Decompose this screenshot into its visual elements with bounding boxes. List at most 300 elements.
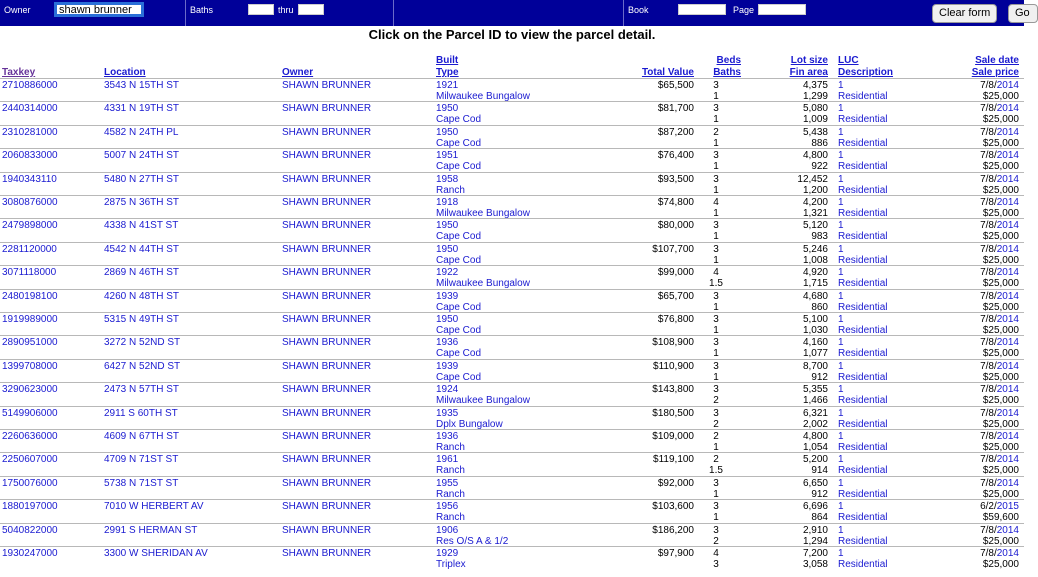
luc-code: 1 <box>838 290 844 302</box>
table-row <box>0 242 1024 266</box>
lot-size: 4,680 <box>802 290 828 302</box>
sale-year-link[interactable]: 2014 <box>996 524 1019 536</box>
total-value-column-header[interactable]: Total Value <box>641 67 694 78</box>
sale-date <box>900 314 1019 325</box>
taxkey-link[interactable]: 5040822000 <box>2 524 58 536</box>
luc-description: Residential <box>838 254 888 266</box>
sale-date-daymonth: 7/8/ <box>980 477 997 489</box>
lot-size: 4,200 <box>802 197 828 208</box>
luc-description: Residential <box>838 91 888 102</box>
owner-link[interactable]: SHAWN BRUNNER <box>282 103 372 115</box>
fin-area: 1,008 <box>802 254 828 266</box>
beds-count: 3 <box>713 501 719 513</box>
beds-count: 3 <box>713 290 719 302</box>
location-link[interactable]: 5007 N 24TH ST <box>104 150 180 162</box>
lot-size: 5,080 <box>802 103 828 115</box>
taxkey-link[interactable]: 1880197000 <box>2 501 58 513</box>
baths-count: 2 <box>713 418 719 430</box>
location-link[interactable]: 2991 S HERMAN ST <box>104 524 198 536</box>
sale-date <box>900 384 1019 395</box>
sale-year-link[interactable]: 2014 <box>996 407 1019 419</box>
location-link[interactable]: 4542 N 44TH ST <box>104 243 180 255</box>
sale-date <box>900 454 1019 465</box>
sale-price: $25,000 <box>982 418 1019 430</box>
building-type: Cape Cod <box>436 371 482 383</box>
beds-count: 3 <box>713 103 719 115</box>
table-row <box>0 499 1024 523</box>
table-row <box>0 312 1024 336</box>
beds-count: 3 <box>713 337 719 349</box>
luc-description: Residential <box>838 161 888 173</box>
sale-year-link[interactable]: 2014 <box>996 197 1019 208</box>
luc-code: 1 <box>838 524 844 536</box>
taxkey-link[interactable]: 2479898000 <box>2 220 58 232</box>
lot-size: 2,910 <box>802 524 828 536</box>
luc-description: Residential <box>838 512 888 524</box>
baths-count: 1 <box>713 137 719 149</box>
lot-size: 4,800 <box>802 431 828 442</box>
table-row <box>0 148 1024 172</box>
sale-date <box>900 127 1019 138</box>
fin-area: 1,294 <box>802 535 828 547</box>
taxkey-link[interactable]: 2480198100 <box>2 290 58 302</box>
luc-code: 1 <box>838 220 844 232</box>
table-row <box>0 429 1024 453</box>
fin-area: 922 <box>811 161 828 173</box>
total-value: $80,000 <box>657 220 694 232</box>
taxkey-link[interactable]: 5149906000 <box>2 407 58 419</box>
taxkey-link[interactable]: 2440314000 <box>2 103 58 115</box>
sale-price: $25,000 <box>982 231 1019 243</box>
fin-area: 1,715 <box>802 278 828 290</box>
sale-date <box>900 150 1019 161</box>
owner-link[interactable]: SHAWN BRUNNER <box>282 501 372 513</box>
building-type: Ranch <box>436 465 465 477</box>
sale-year-link[interactable]: 2014 <box>996 431 1019 442</box>
page-input[interactable] <box>758 4 806 15</box>
sale-date <box>900 337 1019 348</box>
building-type: Cape Cod <box>436 231 482 243</box>
sale-date <box>900 361 1019 372</box>
luc-code: 1 <box>838 454 844 466</box>
location-link[interactable]: 7010 W HERBERT AV <box>104 501 204 513</box>
baths-count: 1 <box>713 442 719 453</box>
built-year: 1951 <box>436 150 459 162</box>
lot-size-column-header[interactable]: Lot size <box>790 55 828 66</box>
total-value: $108,900 <box>652 337 694 349</box>
sale-date-daymonth: 7/8/ <box>980 197 997 208</box>
luc-code: 1 <box>838 477 844 489</box>
luc-description: Residential <box>838 418 888 430</box>
building-type: Milwaukee Bungalow <box>436 395 530 407</box>
baths-from-input[interactable] <box>248 4 274 15</box>
baths-count: 1 <box>713 325 719 336</box>
sale-date-daymonth: 7/8/ <box>980 337 997 349</box>
sale-date-daymonth: 7/8/ <box>980 548 997 559</box>
sale-price: $25,000 <box>982 371 1019 383</box>
sale-year-link[interactable]: 2014 <box>996 290 1019 302</box>
location-link[interactable]: 5315 N 49TH ST <box>104 314 180 325</box>
owner-label: Owner <box>4 5 31 15</box>
baths-thru-input[interactable] <box>298 4 324 15</box>
sale-date-daymonth: 7/8/ <box>980 220 997 232</box>
taxkey-link[interactable]: 3080876000 <box>2 197 58 208</box>
beds-count: 2 <box>713 431 719 442</box>
baths-count: 1 <box>713 371 719 383</box>
sale-date <box>900 80 1019 91</box>
sale-date <box>900 174 1019 185</box>
table-row <box>0 101 1024 125</box>
table-row <box>0 289 1024 313</box>
luc-description: Residential <box>838 208 888 219</box>
luc-code: 1 <box>838 407 844 419</box>
sale-year-link[interactable]: 2014 <box>996 103 1019 115</box>
fin-area: 914 <box>811 465 828 477</box>
built-year: 1935 <box>436 407 459 419</box>
beds-column-header[interactable]: Beds <box>716 55 741 66</box>
sale-year-link[interactable]: 2014 <box>996 477 1019 489</box>
fin-area: 1,299 <box>802 91 828 102</box>
luc-description: Residential <box>838 301 888 313</box>
beds-count: 3 <box>713 314 719 325</box>
table-row <box>0 382 1024 406</box>
owner-link[interactable]: SHAWN BRUNNER <box>282 126 372 138</box>
total-value: $65,700 <box>657 290 694 302</box>
built-year: 1950 <box>436 126 459 138</box>
sale-date <box>900 548 1019 559</box>
luc-description: Residential <box>838 559 888 570</box>
luc-column-header[interactable]: LUC <box>838 55 859 66</box>
luc-code: 1 <box>838 267 844 279</box>
beds-count: 3 <box>713 524 719 536</box>
lot-size: 6,696 <box>802 501 828 513</box>
book-label: Book <box>628 5 649 15</box>
fin-area: 912 <box>811 371 828 383</box>
total-value: $143,800 <box>652 384 694 396</box>
beds-count: 2 <box>713 454 719 466</box>
luc-code: 1 <box>838 243 844 255</box>
table-row <box>0 476 1024 500</box>
fin-area: 1,321 <box>802 208 828 219</box>
location-link[interactable]: 3272 N 52ND ST <box>104 337 181 349</box>
location-link[interactable]: 4709 N 71ST ST <box>104 454 179 466</box>
sale-year-link[interactable]: 2014 <box>996 548 1019 559</box>
total-value: $186,200 <box>652 524 694 536</box>
location-link[interactable]: 2869 N 46TH ST <box>104 267 180 279</box>
beds-count: 3 <box>713 80 719 91</box>
lot-size: 6,321 <box>802 407 828 419</box>
baths-label: Baths <box>190 5 214 15</box>
sale-price: $25,000 <box>982 254 1019 266</box>
sale-price: $25,000 <box>982 325 1019 336</box>
fin-area: 2,002 <box>802 418 828 430</box>
luc-code: 1 <box>838 548 844 559</box>
owner-link[interactable]: SHAWN BRUNNER <box>282 360 372 372</box>
total-value: $107,700 <box>652 243 694 255</box>
taxkey-link[interactable]: 1940343110 <box>2 173 57 185</box>
owner-link[interactable]: SHAWN BRUNNER <box>282 290 372 302</box>
built-year: 1956 <box>436 501 459 513</box>
building-type: Milwaukee Bungalow <box>436 278 530 290</box>
baths-count: 1 <box>713 512 719 524</box>
location-link[interactable]: 2473 N 57TH ST <box>104 384 180 396</box>
owner-link[interactable]: SHAWN BRUNNER <box>282 431 372 442</box>
location-link[interactable]: 4609 N 67TH ST <box>104 431 180 442</box>
sale-year-link[interactable]: 2014 <box>996 126 1019 138</box>
sale-year-link[interactable]: 2014 <box>996 243 1019 255</box>
beds-count: 2 <box>713 126 719 138</box>
luc-description: Residential <box>838 348 888 360</box>
taxkey-link[interactable]: 2250607000 <box>2 454 58 466</box>
search-bar <box>0 0 1030 26</box>
luc-description: Residential <box>838 137 888 149</box>
building-type: Cape Cod <box>436 254 482 266</box>
building-type: Cape Cod <box>436 137 482 149</box>
built-year: 1961 <box>436 454 459 466</box>
table-row <box>0 218 1024 242</box>
sale-date <box>900 408 1019 419</box>
location-link[interactable]: 3543 N 15TH ST <box>104 80 180 91</box>
building-type: Cape Cod <box>436 114 482 126</box>
baths-count: 1.5 <box>709 465 723 477</box>
location-link[interactable]: 4582 N 24TH PL <box>104 126 179 138</box>
baths-count: 1 <box>713 161 719 173</box>
taxkey-link[interactable]: 1919989000 <box>2 314 58 325</box>
total-value: $99,000 <box>657 267 694 279</box>
luc-code: 1 <box>838 314 844 325</box>
luc-code: 1 <box>838 150 844 162</box>
luc-description: Residential <box>838 488 888 500</box>
fin-area: 864 <box>811 512 828 524</box>
owner-link[interactable]: SHAWN BRUNNER <box>282 267 372 279</box>
sale-year-link[interactable]: 2014 <box>996 267 1019 279</box>
taxkey-link[interactable]: 2060833000 <box>2 150 58 162</box>
go-button[interactable]: Go <box>1008 4 1038 23</box>
description-column-header[interactable]: Description <box>838 67 894 78</box>
sale-price: $25,000 <box>982 559 1019 570</box>
sale-price: $25,000 <box>982 395 1019 407</box>
sale-year-link[interactable]: 2014 <box>996 80 1019 91</box>
lot-size: 5,355 <box>802 384 828 396</box>
location-column-header[interactable]: Location <box>104 67 146 78</box>
built-year: 1939 <box>436 290 459 302</box>
book-input[interactable] <box>678 4 726 15</box>
owner-link[interactable]: SHAWN BRUNNER <box>282 454 372 466</box>
beds-count: 4 <box>713 548 719 559</box>
built-year: 1955 <box>436 477 459 489</box>
sale-date-column-header[interactable]: Sale date <box>975 55 1019 66</box>
baths-count: 1.5 <box>709 278 723 290</box>
owner-link[interactable]: SHAWN BRUNNER <box>282 337 372 349</box>
location-link[interactable]: 4331 N 19TH ST <box>104 103 180 115</box>
sale-date-daymonth: 7/8/ <box>980 243 997 255</box>
baths-column-header[interactable]: Baths <box>713 67 741 78</box>
location-link[interactable]: 6427 N 52ND ST <box>104 360 181 372</box>
lot-size: 4,920 <box>802 267 828 279</box>
type-column-header[interactable]: Type <box>436 67 459 78</box>
lot-size: 12,452 <box>797 173 828 185</box>
building-type: Ranch <box>436 488 465 500</box>
luc-code: 1 <box>838 337 844 349</box>
sale-date <box>900 525 1019 536</box>
taxkey-link[interactable]: 1750076000 <box>2 477 58 489</box>
taxkey-link[interactable]: 3071118000 <box>2 267 57 279</box>
owner-input[interactable]: shawn brunner <box>56 4 142 15</box>
location-link[interactable]: 5738 N 71ST ST <box>104 477 179 489</box>
total-value: $97,900 <box>657 548 694 559</box>
built-year: 1950 <box>436 243 459 255</box>
fin-area-column-header[interactable]: Fin area <box>789 67 828 78</box>
owner-link[interactable]: SHAWN BRUNNER <box>282 524 372 536</box>
taxkey-link[interactable]: 3290623000 <box>2 384 58 396</box>
owner-link[interactable]: SHAWN BRUNNER <box>282 407 372 419</box>
sale-price-column-header[interactable]: Sale price <box>971 67 1019 78</box>
location-link[interactable]: 4338 N 41ST ST <box>104 220 179 232</box>
owner-link[interactable]: SHAWN BRUNNER <box>282 477 372 489</box>
beds-count: 3 <box>713 477 719 489</box>
luc-code: 1 <box>838 126 844 138</box>
built-year: 1939 <box>436 360 459 372</box>
taxkey-link[interactable]: 2281120000 <box>2 243 57 255</box>
taxkey-link[interactable]: 2260636000 <box>2 431 58 442</box>
sale-year-link[interactable]: 2014 <box>996 220 1019 232</box>
luc-code: 1 <box>838 501 844 513</box>
sale-year-link[interactable]: 2014 <box>996 150 1019 162</box>
owner-link[interactable]: SHAWN BRUNNER <box>282 220 372 232</box>
building-type: Milwaukee Bungalow <box>436 91 530 102</box>
sale-date-daymonth: 7/8/ <box>980 524 997 536</box>
owner-link[interactable]: SHAWN BRUNNER <box>282 384 372 396</box>
sale-date <box>900 244 1019 255</box>
sale-date <box>900 267 1019 278</box>
sale-price: $25,000 <box>982 301 1019 313</box>
taxkey-link[interactable]: 2310281000 <box>2 126 58 138</box>
building-type: Milwaukee Bungalow <box>436 208 530 219</box>
total-value: $87,200 <box>657 126 694 138</box>
total-value: $110,900 <box>653 360 694 372</box>
sale-year-link[interactable]: 2014 <box>996 360 1019 372</box>
baths-count: 2 <box>713 395 719 407</box>
taxkey-link[interactable]: 2710886000 <box>2 80 58 91</box>
total-value: $76,800 <box>657 314 694 325</box>
taxkey-column-header[interactable]: Taxkey <box>2 67 36 78</box>
location-link[interactable]: 2911 S 60TH ST <box>104 407 178 419</box>
instructions-heading: Click on the Parcel ID to view the parcel detail. <box>368 27 656 42</box>
table-row <box>0 523 1024 547</box>
location-link[interactable]: 2875 N 36TH ST <box>104 197 180 208</box>
baths-count: 1 <box>713 184 719 196</box>
location-link[interactable]: 3300 W SHERIDAN AV <box>104 548 208 559</box>
owner-link[interactable]: SHAWN BRUNNER <box>282 314 372 325</box>
taxkey-link[interactable]: 2890951000 <box>2 337 58 349</box>
baths-count: 1 <box>713 348 719 360</box>
sale-date-daymonth: 7/8/ <box>980 103 997 115</box>
total-value: $180,500 <box>652 407 694 419</box>
total-value: $65,500 <box>657 80 694 91</box>
sale-year-link[interactable]: 2014 <box>996 173 1019 185</box>
luc-description: Residential <box>838 371 888 383</box>
sale-price: $25,000 <box>982 184 1019 196</box>
location-link[interactable]: 4260 N 48TH ST <box>104 290 180 302</box>
owner-link[interactable]: SHAWN BRUNNER <box>282 80 372 91</box>
lot-size: 4,375 <box>802 80 828 91</box>
total-value: $76,400 <box>657 150 694 162</box>
sale-price: $25,000 <box>982 91 1019 102</box>
owner-link[interactable]: SHAWN BRUNNER <box>282 197 372 208</box>
baths-count: 1 <box>713 91 719 102</box>
luc-description: Residential <box>838 395 888 407</box>
total-value: $92,000 <box>657 477 694 489</box>
beds-count: 3 <box>713 360 719 372</box>
baths-count: 1 <box>713 301 719 313</box>
luc-description: Residential <box>838 325 888 336</box>
fin-area: 860 <box>811 301 828 313</box>
luc-code: 1 <box>838 384 844 396</box>
baths-count: 1 <box>713 254 719 266</box>
sale-date <box>900 103 1019 114</box>
building-type: Ranch <box>436 512 465 524</box>
divider <box>393 0 394 26</box>
lot-size: 8,700 <box>802 360 828 372</box>
sale-price: $25,000 <box>982 348 1019 360</box>
fin-area: 1,009 <box>802 114 828 126</box>
sale-price: $25,000 <box>982 535 1019 547</box>
building-type: Ranch <box>436 184 465 196</box>
built-column-header[interactable]: Built <box>436 55 459 66</box>
building-type: Triplex <box>436 559 466 570</box>
beds-count: 3 <box>713 220 719 232</box>
fin-area: 1,077 <box>802 348 828 360</box>
sale-year-link[interactable]: 2014 <box>996 384 1019 396</box>
clear-form-button[interactable]: Clear form <box>932 4 997 23</box>
sale-year-link[interactable]: 2014 <box>996 454 1019 466</box>
beds-count: 3 <box>713 150 719 162</box>
fin-area: 3,058 <box>802 559 828 570</box>
built-year: 1929 <box>436 548 459 559</box>
location-link[interactable]: 5480 N 27TH ST <box>104 173 180 185</box>
lot-size: 6,650 <box>802 477 828 489</box>
sale-year-link[interactable]: 2014 <box>996 314 1019 325</box>
fin-area: 912 <box>811 488 828 500</box>
taxkey-link[interactable]: 1399708000 <box>2 360 58 372</box>
taxkey-link[interactable]: 1930247000 <box>2 548 58 559</box>
beds-count: 3 <box>713 384 719 396</box>
table-row <box>0 265 1024 289</box>
luc-description: Residential <box>838 231 888 243</box>
sale-year-link[interactable]: 2014 <box>996 337 1019 349</box>
owner-link[interactable]: SHAWN BRUNNER <box>282 150 372 162</box>
owner-link[interactable]: SHAWN BRUNNER <box>282 243 372 255</box>
owner-column-header[interactable]: Owner <box>282 67 314 78</box>
total-value: $119,100 <box>653 454 694 466</box>
sale-date-daymonth: 7/8/ <box>980 126 997 138</box>
built-year: 1950 <box>436 103 459 115</box>
beds-count: 3 <box>713 243 719 255</box>
built-year: 1918 <box>436 197 459 208</box>
sale-date <box>900 478 1019 489</box>
sale-price: $25,000 <box>982 488 1019 500</box>
total-value: $74,800 <box>657 197 694 208</box>
luc-code: 1 <box>838 173 844 185</box>
built-year: 1922 <box>436 267 459 279</box>
sale-date-daymonth: 7/8/ <box>980 267 997 279</box>
sale-date <box>900 291 1019 302</box>
table-row <box>0 195 1024 219</box>
sale-year-link[interactable]: 2015 <box>996 501 1019 513</box>
owner-link[interactable]: SHAWN BRUNNER <box>282 548 372 559</box>
luc-code: 1 <box>838 431 844 442</box>
owner-link[interactable]: SHAWN BRUNNER <box>282 173 372 185</box>
